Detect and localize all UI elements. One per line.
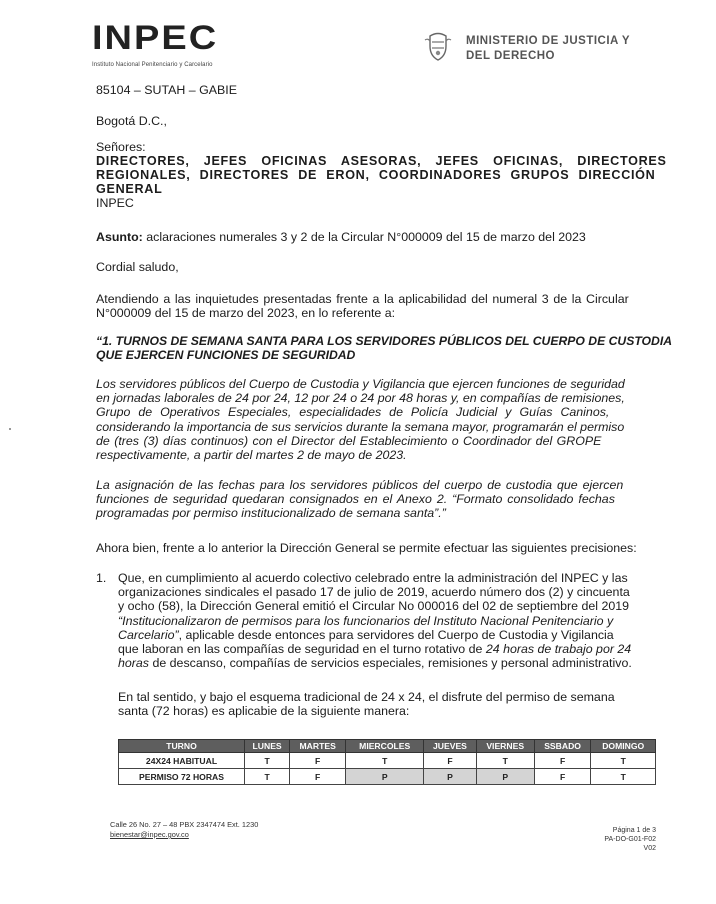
item-italic-text: Carcelario” <box>118 627 179 642</box>
item-line: y ocho (58), la Dirección General emitió el Circular No 000016 del 02 de septiembre del 2019 <box>118 599 630 614</box>
intro-paragraph <box>96 292 654 320</box>
table-cell: T <box>476 753 534 769</box>
item-line <box>118 628 656 642</box>
quote-paragraph-2 <box>96 478 654 521</box>
footer-email-link[interactable]: bienestar@inpec.gov.co <box>110 830 189 839</box>
quote-line: La asignación de las fechas para los servidores públicos del cuerpo de custodia que ejercen <box>96 478 624 492</box>
table-cell: F <box>290 753 346 769</box>
item-italic-text: horas <box>118 656 149 671</box>
table-header: VIERNES <box>476 740 534 753</box>
quote-heading-line: QUE EJERCEN FUNCIONES DE SEGURIDAD <box>96 348 356 363</box>
ministry-header <box>424 34 630 74</box>
table-row <box>119 769 656 785</box>
table-cell: T <box>245 769 290 785</box>
recipients-line: GENERAL <box>96 182 163 197</box>
item-italic-text: 24 horas de trabajo por 24 <box>485 642 632 657</box>
quote-line: funciones de seguridad quedaran consignados en el Anexo 2. “Formato consolidado fechas <box>96 492 615 507</box>
reference-code: 85104 – SUTAH – GABIE <box>96 83 237 97</box>
table-header-row <box>119 740 656 753</box>
item-line <box>118 656 656 670</box>
table-header: MARTES <box>290 740 346 753</box>
intro-line: N°000009 del 15 de marzo del 2023, en lo referente a: <box>96 306 396 321</box>
footer-address: Calle 26 No. 27 – 48 PBX 2347474 Ext. 1230 <box>110 820 259 829</box>
salutation: Señores: <box>96 140 146 154</box>
subject-label: Asunto: <box>96 230 143 244</box>
item-line: Que, en cumplimiento al acuerdo colectivo celebrado entre la administración del INPEC y las <box>118 571 628 585</box>
quote-paragraph-1 <box>96 377 654 462</box>
table-header: TURNO <box>119 740 245 753</box>
logo-wordmark: INPEC <box>92 19 219 57</box>
footer-page-info <box>600 826 656 853</box>
precisions-line: Ahora bien, frente a lo anterior la Dirección General se permite efectuar las siguientes precisiones: <box>96 541 637 555</box>
coat-of-arms-icon <box>424 32 452 62</box>
table-row <box>119 753 656 769</box>
item-text: que laboran en las compañías de seguridad en el turno rotativo de <box>118 642 486 657</box>
table-header: MIERCOLES <box>346 740 424 753</box>
recipients-org: INPEC <box>96 196 134 210</box>
table-header: LUNES <box>245 740 290 753</box>
intro-line: Atendiendo a las inquietudes presentadas frente a la aplicabilidad del numeral 3 de la Circular <box>96 292 629 306</box>
item-text: de descanso, compañías de servicios especiales, remisiones y personal administrativo. <box>149 656 632 671</box>
ministry-line-2: DEL DERECHO <box>466 50 555 62</box>
table-cell: P <box>424 769 476 785</box>
quote-line: Los servidores públicos del Cuerpo de Custodia y Vigilancia que ejercen funciones de seguridad <box>96 377 625 391</box>
table-cell: T <box>591 753 656 769</box>
item-line: santa (72 horas) es aplicabie de la siguiente manera: <box>118 704 410 719</box>
quote-line: en jornadas laborales de 24 por 24, 12 por 24 o 24 por 48 horas y, en compañías de remisiones, <box>96 391 625 406</box>
recipients-block <box>96 154 667 197</box>
table-row-label: PERMISO 72 HORAS <box>119 769 245 785</box>
quote-line: considerando la importancia de sus servicios durante la semana mayor, programarán el permiso <box>96 419 625 434</box>
quote-line: Grupo de Operativos Especiales, especialidades de Policía Judicial y Guías Caninos, <box>96 405 610 420</box>
quote-heading-line: “1. TURNOS DE SEMANA SANTA PARA LOS SERVIDORES PÚBLICOS DEL CUERPO DE CUSTODIA <box>96 334 673 348</box>
subject-text: aclaraciones numerales 3 y 2 de la Circular N°000009 del 15 de marzo del 2023 <box>142 230 586 244</box>
item-line: organizaciones sindicales el pasado 17 de julio de 2019, acuerdo número dos (2) y cincuenta <box>118 585 630 600</box>
recipients-line: DIRECTORES, JEFES OFICINAS ASESORAS, JEFES OFICINAS, DIRECTORES <box>96 154 667 168</box>
table-cell: F <box>290 769 346 785</box>
ministry-line-1: MINISTERIO DE JUSTICIA Y <box>466 35 631 47</box>
table-header: SSBADO <box>534 740 591 753</box>
table-header: DOMINGO <box>591 740 656 753</box>
quote-line: respectivamente, a partir del martes 2 de mayo de 2023. <box>96 448 407 463</box>
inpec-logo <box>92 20 242 80</box>
table-cell: F <box>534 769 591 785</box>
item-line <box>118 642 656 656</box>
quote-heading <box>96 334 673 363</box>
item-line: En tal sentido, y bajo el esquema tradicional de 24 x 24, el disfrute del permiso de semana <box>118 690 615 704</box>
table-cell: P <box>346 769 424 785</box>
page-number: Página 1 de 3 <box>612 827 656 834</box>
quote-line: de (tres (3) días continuos) con el Director del Establecimiento o Coordinador del GROPE <box>96 433 602 448</box>
table-cell: F <box>424 753 476 769</box>
footer-contact <box>110 820 258 840</box>
item-1-followup <box>118 690 656 718</box>
item-text: , aplicable desde entonces para servidores del Cuerpo de Custodia y Vigilancia <box>178 627 614 642</box>
greeting: Cordial saludo, <box>96 260 179 274</box>
table-cell: F <box>534 753 591 769</box>
document-code: PA-DO-G01-F02 V02 <box>604 836 656 852</box>
item-line: “Institucionalizaron de permisos para los funcionarios del Instituto Nacional Penitenciario y <box>118 613 614 628</box>
quote-line: programadas por permiso institucionalizado de semana santa”.” <box>96 506 446 521</box>
schedule-table <box>118 739 656 785</box>
city-line: Bogotá D.C., <box>96 114 167 128</box>
recipients-line: REGIONALES, DIRECTORES DE ERON, COORDINADORES GRUPOS DIRECCIÓN <box>96 168 656 183</box>
subject-line <box>96 230 586 244</box>
table-cell: T <box>245 753 290 769</box>
table-header: JUEVES <box>424 740 476 753</box>
logo-subtitle: Instituto Nacional Penitenciario y Carcelario <box>92 62 213 68</box>
table-cell: P <box>476 769 534 785</box>
table-cell: T <box>346 753 424 769</box>
list-number: 1. <box>96 571 107 585</box>
item-1-paragraph <box>118 571 656 670</box>
table-cell: T <box>591 769 656 785</box>
scan-mark <box>9 428 11 430</box>
table-row-label: 24X24 HABITUAL <box>119 753 245 769</box>
